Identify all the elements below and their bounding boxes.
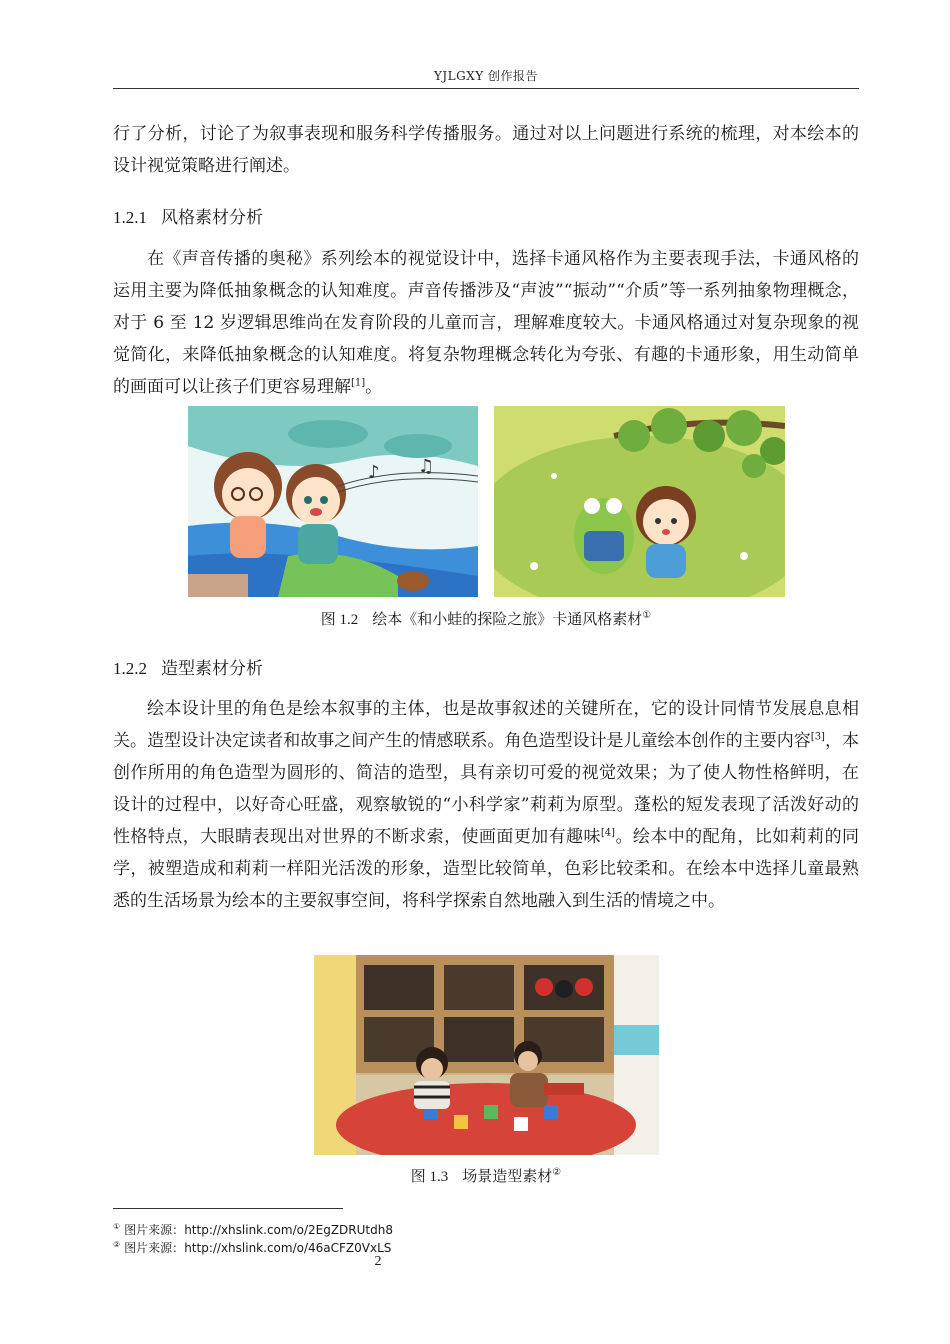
footnote-mark: ① [113, 1222, 121, 1231]
citation-ref: [1] [351, 377, 366, 389]
svg-text:♪: ♪ [368, 462, 380, 483]
classroom-scene-photo [314, 955, 659, 1155]
style-paragraph-end: 。 [365, 377, 383, 397]
section-number: 1.2.1 [113, 208, 147, 227]
citation-ref: [4] [600, 827, 616, 839]
page-number: 2 [374, 1254, 382, 1269]
figure-caption-text: 场景造型素材 [462, 1167, 553, 1185]
footnote-rule [113, 1208, 343, 1209]
footnote-mark: ② [113, 1240, 121, 1249]
svg-text:♫: ♫ [418, 456, 435, 477]
citation-ref: [3] [810, 731, 825, 743]
style-paragraph-text: 在《声音传播的奥秘》系列绘本的视觉设计中，选择卡通风格作为主要表现手法，卡通风格的运用主要为降低抽象概念的认知难度。声音传播涉及“声波”“振动”“介质”等一系列抽象物理概念，对于 6 至 12 岁逻辑思维尚在发育阶段的儿童而言，理解难度较大。卡通风格通过对复杂现象的视觉简化，来降低抽象概念的认知难度。将复杂物理概念转化为夸张、有趣的卡通形象，用生动简单的画面可以让孩子们更容易理解 [113, 249, 859, 397]
figure-1-3-caption [113, 1165, 859, 1186]
model-paragraph [113, 693, 859, 917]
section-title: 造型素材分析 [161, 659, 263, 679]
girl-and-frog-image [494, 406, 785, 597]
header-rule [113, 88, 859, 89]
footnote-link[interactable]: http://xhslink.com/o/46aCFZ0VxLS [184, 1241, 392, 1255]
section-number: 1.2.2 [113, 659, 147, 678]
running-header: YJLGXY 创作报告 [433, 69, 539, 83]
intro-paragraph: 行了分析，讨论了为叙事表现和服务科学传播服务。通过对以上问题进行系统的梳理，对本绘本的设计视觉策略进行阐述。 [113, 124, 859, 176]
section-title: 风格素材分析 [161, 208, 263, 228]
section-heading-model [113, 657, 263, 681]
figure-number: 图 1.2 [320, 612, 359, 628]
figure-caption-text: 绘本《和小蛙的探险之旅》卡通风格素材 [372, 610, 643, 628]
section-heading-style [113, 206, 263, 230]
model-paragraph-text: ，本创作所用的角色造型为圆形的、简洁的造型，具有亲切可爱的视觉效果；为了使人物性格鲜明，在设计的过程中，以好奇心旺盛，观察敏锐的“小科学家”莉莉为原型。蓬松的短发表现了活泼好动的性格特点，大眼睛表现出对世界的不断求索，使画面更加有趣味 [113, 731, 860, 847]
footnote-1 [113, 1219, 393, 1238]
style-paragraph [113, 243, 859, 403]
footnote-ref: ① [642, 610, 652, 621]
footnote-label: 图片来源： [124, 1241, 185, 1255]
model-paragraph-text: 绘本设计里的角色是绘本叙事的主体，也是故事叙述的关键所在，它的设计同情节发展息息相关。造型设计决定读者和故事之间产生的情感联系。角色造型设计是儿童绘本创作的主要内容 [113, 699, 859, 751]
figure-number: 图 1.3 [410, 1169, 449, 1185]
footnote-label: 图片来源： [124, 1223, 185, 1237]
cartoon-girls-image [188, 406, 478, 597]
figure-1-2-caption [113, 608, 859, 629]
footnote-ref: ② [552, 1167, 562, 1178]
footnote-link[interactable]: http://xhslink.com/o/2EgZDRUtdh8 [184, 1223, 393, 1237]
model-paragraph-text: 。绘本中的配角，比如莉莉的同学，被塑造成和莉莉一样阳光活泼的形象，造型比较简单，色彩比较柔和。在绘本中选择儿童最熟悉的生活场景为绘本的主要叙事空间，将科学探索自然地融入到生活的情境之中。 [113, 827, 860, 911]
